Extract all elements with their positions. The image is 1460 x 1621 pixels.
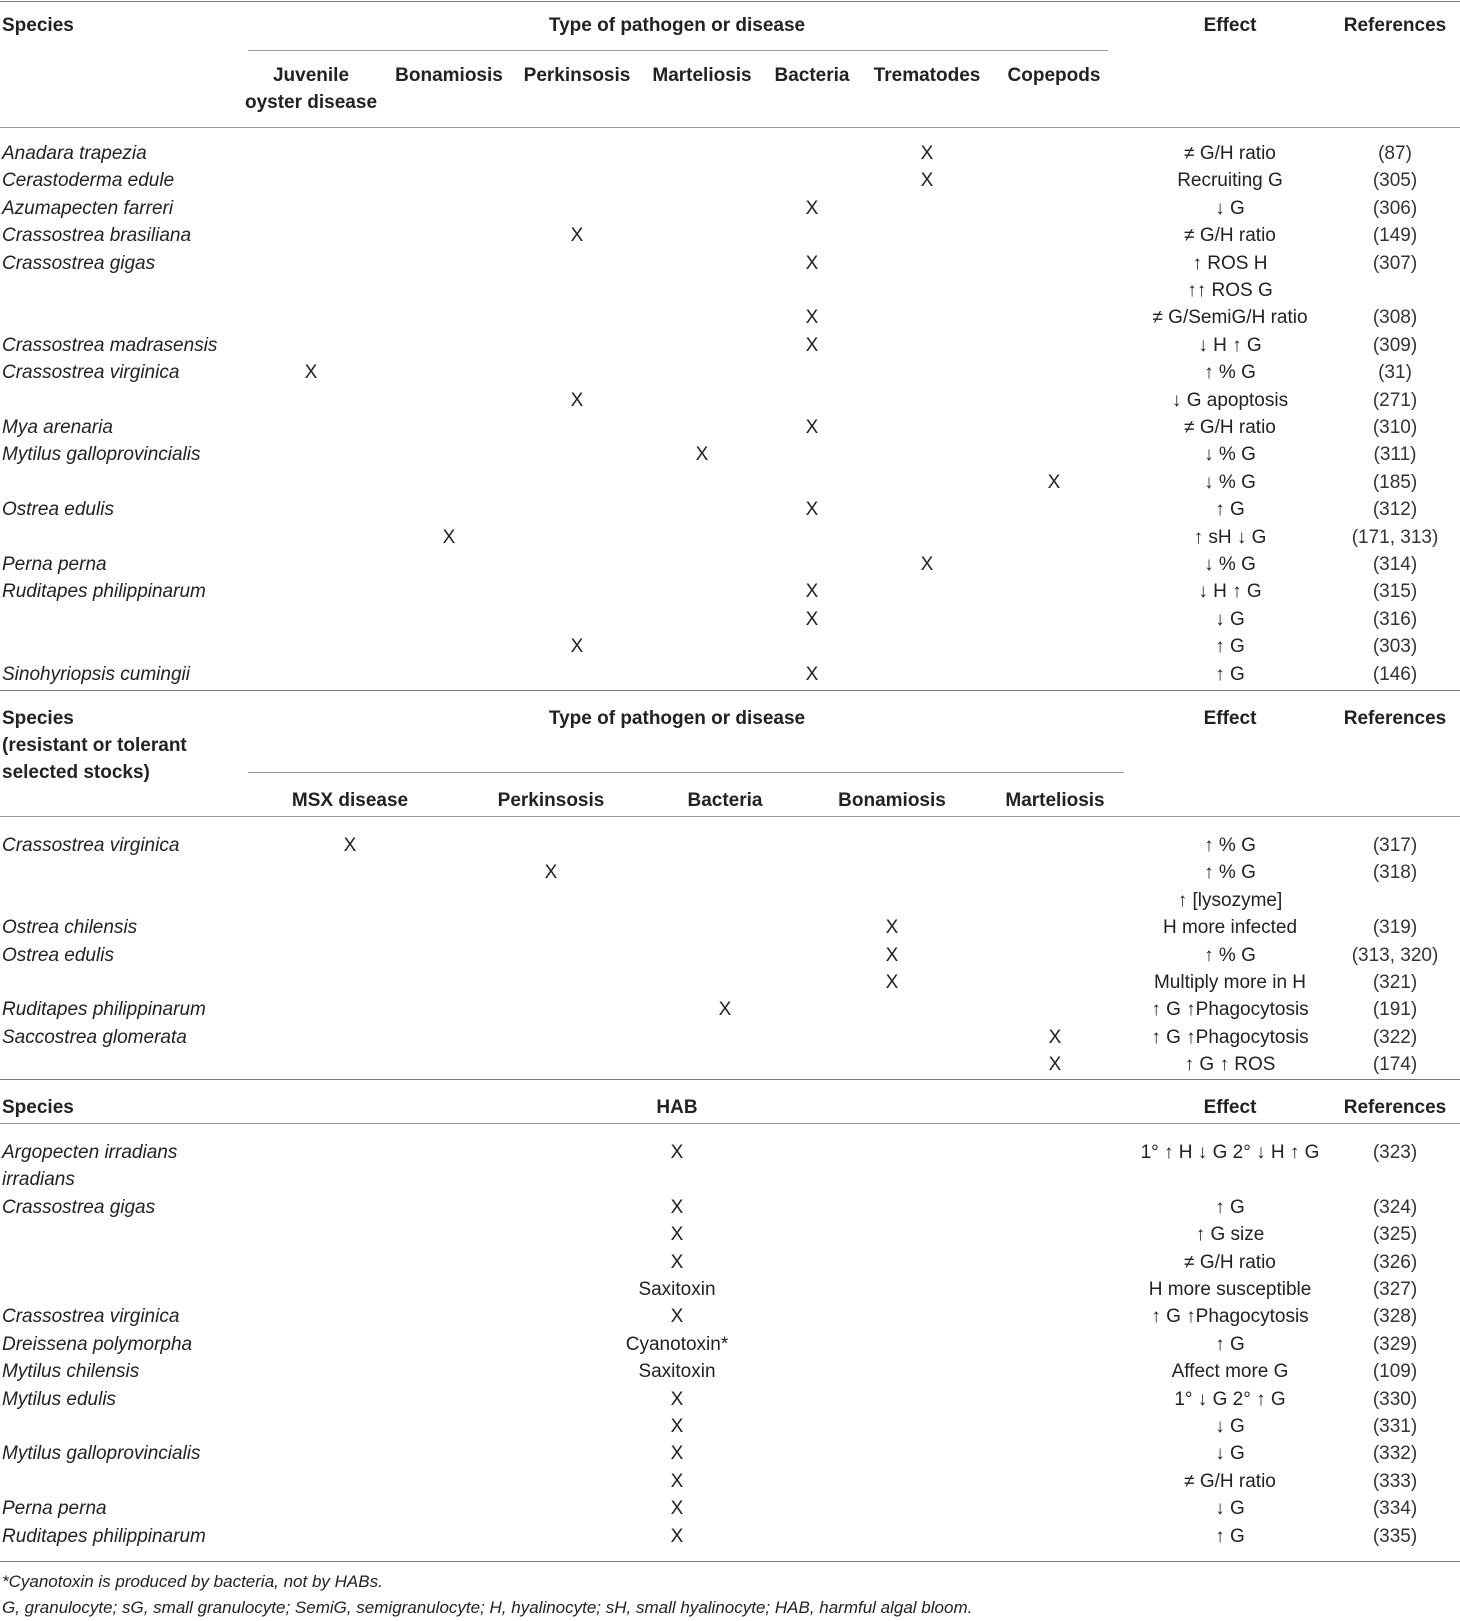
mark: X	[1048, 1054, 1062, 1076]
header-effect: Effect	[1203, 708, 1257, 729]
effect: ↑ % G	[1204, 862, 1256, 884]
effect: ↑ % G	[1204, 835, 1256, 856]
reference: (322)	[1372, 1026, 1418, 1048]
hab-value: Cyanotoxin*	[625, 1333, 729, 1355]
mark: X	[805, 197, 819, 219]
species-name: Crassostrea virginica	[2, 1306, 180, 1328]
reference: (31)	[1378, 362, 1412, 384]
reference: (333)	[1372, 1470, 1418, 1492]
reference: (334)	[1372, 1498, 1418, 1520]
reference: (308)	[1372, 307, 1418, 329]
effect: ↓ G	[1215, 1498, 1245, 1520]
header-type: Type of pathogen or disease	[548, 708, 806, 729]
effect: ↑ ROS H	[1192, 252, 1268, 274]
header-rule	[0, 127, 1460, 128]
effect: H more infected	[1162, 917, 1298, 939]
effect: H more susceptible	[1148, 1279, 1312, 1300]
species-name: irradians	[2, 1169, 75, 1191]
header-species: selected stocks)	[2, 762, 150, 783]
species-name: Crassostrea virginica	[2, 362, 180, 384]
mark: X	[920, 143, 934, 164]
effect: ↓ G apoptosis	[1171, 389, 1289, 411]
mark: X	[570, 389, 584, 411]
effect: ↓ % G	[1204, 444, 1256, 466]
effect: ↓ H ↑ G	[1198, 334, 1262, 356]
reference: (329)	[1372, 1333, 1418, 1355]
subheader-rule	[248, 772, 1124, 773]
species-name: Azumapecten farreri	[2, 197, 174, 219]
species-name: Saccostrea glomerata	[2, 1026, 187, 1048]
effect: ↑↑ ROS G	[1187, 280, 1273, 301]
mark: X	[1048, 1026, 1062, 1048]
mark: X	[805, 252, 819, 274]
reference: (87)	[1378, 143, 1412, 164]
hab-value: X	[670, 1142, 684, 1163]
reference: (326)	[1372, 1251, 1418, 1273]
footnote: *Cyanotoxin is produced by bacteria, not by HABs.	[2, 1572, 383, 1591]
effect: ≠ G/H ratio	[1184, 417, 1276, 438]
species-name: Crassostrea virginica	[2, 835, 180, 856]
subheader-rule	[248, 50, 1108, 51]
mark: X	[805, 608, 819, 630]
effect: ↑ % G	[1204, 944, 1256, 966]
column-header: Bacteria	[774, 65, 850, 86]
column-header: MSX disease	[291, 790, 409, 811]
species-name: Mytilus chilensis	[2, 1361, 140, 1383]
effect: Multiply more in H	[1153, 972, 1307, 993]
reference: (331)	[1372, 1416, 1418, 1437]
effect: ↑ G size	[1195, 1224, 1265, 1246]
bottom-rule	[0, 1561, 1460, 1562]
hab-value: X	[670, 1388, 684, 1410]
effect: ↓ G	[1215, 197, 1245, 219]
mark: X	[544, 862, 558, 884]
hab-value: X	[670, 1470, 684, 1492]
reference: (303)	[1372, 636, 1418, 658]
reference: (311)	[1373, 444, 1417, 466]
column-header: Bonamiosis	[838, 790, 946, 811]
column-header: Perkinsosis	[523, 65, 631, 86]
column-header: Bacteria	[687, 790, 763, 811]
hab-value: X	[670, 1498, 684, 1520]
species-name: Ostrea edulis	[2, 944, 114, 966]
reference: (306)	[1372, 197, 1418, 219]
mark: X	[695, 444, 709, 466]
header-species: Species	[2, 708, 74, 729]
header-references: References	[1343, 1097, 1447, 1118]
reference: (149)	[1372, 225, 1418, 247]
mark: X	[442, 526, 456, 548]
species-name: Mytilus galloprovincialis	[2, 444, 201, 466]
reference: (305)	[1372, 170, 1418, 192]
top-rule	[0, 1, 1460, 2]
effect: ↓ H ↑ G	[1198, 581, 1262, 603]
hab-value: Saxitoxin	[638, 1361, 716, 1383]
mark: X	[805, 663, 819, 685]
header-species: Species	[2, 1097, 74, 1118]
column-header: Juvenile	[272, 65, 350, 86]
reference: (335)	[1372, 1525, 1418, 1547]
column-header: Perkinsosis	[497, 790, 605, 811]
reference: (317)	[1372, 835, 1418, 856]
reference: (319)	[1372, 917, 1418, 939]
mark: X	[805, 417, 819, 438]
header-references: References	[1343, 708, 1447, 729]
section-rule	[0, 690, 1460, 691]
header-references: References	[1343, 15, 1447, 36]
reference: (321)	[1372, 972, 1418, 993]
species-name: Crassostrea madrasensis	[2, 334, 218, 356]
hab-value: X	[670, 1525, 684, 1547]
mark: X	[920, 554, 934, 575]
mark: X	[885, 972, 899, 993]
hab-value: X	[670, 1251, 684, 1273]
mark: X	[805, 307, 819, 329]
mark: X	[304, 362, 318, 384]
header-species: Species	[2, 15, 74, 36]
species-name: Cerastoderma edule	[2, 170, 175, 192]
species-name: Argopecten irradians	[2, 1142, 178, 1163]
column-header: Copepods	[1007, 65, 1101, 86]
species-name: Perna perna	[2, 1498, 107, 1520]
mark: X	[1047, 471, 1061, 493]
species-name: Crassostrea brasiliana	[2, 225, 192, 247]
header-hab: HAB	[656, 1097, 698, 1118]
effect: ↑ % G	[1204, 362, 1256, 384]
column-header: Trematodes	[873, 65, 981, 86]
species-name: Crassostrea gigas	[2, 252, 156, 274]
effect: ↓ G	[1215, 1443, 1245, 1465]
species-name: Ostrea edulis	[2, 499, 114, 521]
effect: ↓ G	[1215, 608, 1245, 630]
species-name: Perna perna	[2, 554, 107, 575]
effect: ≠ G/H ratio	[1184, 225, 1276, 247]
reference: (318)	[1372, 862, 1418, 884]
effect: ↑ G ↑Phagocytosis	[1151, 1306, 1309, 1328]
reference: (323)	[1372, 1142, 1418, 1163]
reference: (312)	[1372, 499, 1418, 521]
header-effect: Effect	[1203, 15, 1257, 36]
effect: ↑ sH ↓ G	[1193, 526, 1267, 548]
species-name: Ruditapes philippinarum	[2, 581, 206, 603]
species-name: Crassostrea gigas	[2, 1196, 156, 1218]
species-name: Mytilus galloprovincialis	[2, 1443, 201, 1465]
reference: (191)	[1372, 999, 1418, 1021]
effect: ≠ G/H ratio	[1184, 143, 1276, 164]
section-rule	[0, 1079, 1460, 1080]
effect: ↑ G ↑ ROS	[1184, 1054, 1276, 1076]
effect: ↑ G	[1215, 499, 1245, 521]
reference: (146)	[1372, 663, 1418, 685]
reference: (327)	[1372, 1279, 1418, 1300]
mark: X	[805, 334, 819, 356]
header-species: (resistant or tolerant	[2, 735, 187, 756]
effect: ↑ G	[1215, 636, 1245, 658]
effect: ↑ G	[1215, 1525, 1245, 1547]
column-header: Marteliosis	[1005, 790, 1105, 811]
reference: (185)	[1372, 471, 1418, 493]
mark: X	[920, 170, 934, 192]
mark: X	[570, 636, 584, 658]
effect: ↑ G ↑Phagocytosis	[1151, 999, 1309, 1021]
reference: (309)	[1372, 334, 1418, 356]
header-rule	[0, 1123, 1460, 1124]
mark: X	[718, 999, 732, 1021]
effect: Recruiting G	[1177, 170, 1283, 192]
effect: ↓ % G	[1204, 471, 1256, 493]
hab-value: X	[670, 1196, 684, 1218]
effect: ↑ G	[1215, 1196, 1245, 1218]
effect: ≠ G/H ratio	[1184, 1251, 1276, 1273]
species-name: Ruditapes philippinarum	[2, 1525, 206, 1547]
species-name: Ostrea chilensis	[2, 917, 138, 939]
reference: (325)	[1372, 1224, 1418, 1246]
reference: (109)	[1372, 1361, 1418, 1383]
reference: (310)	[1372, 417, 1418, 438]
species-name: Sinohyriopsis cumingii	[2, 663, 190, 685]
column-header: oyster disease	[244, 92, 378, 113]
species-name: Ruditapes philippinarum	[2, 999, 206, 1021]
species-name: Mytilus edulis	[2, 1388, 117, 1410]
species-name: Dreissena polymorpha	[2, 1333, 193, 1355]
effect: ↑ G ↑Phagocytosis	[1151, 1026, 1309, 1048]
effect: ↑ [lysozyme]	[1177, 889, 1283, 911]
header-type: Type of pathogen or disease	[548, 15, 806, 36]
reference: (174)	[1372, 1054, 1418, 1076]
reference: (332)	[1372, 1443, 1418, 1465]
mark: X	[885, 944, 899, 966]
mark: X	[570, 225, 584, 247]
reference: (328)	[1372, 1306, 1418, 1328]
reference: (314)	[1372, 554, 1418, 575]
effect: ↑ G	[1215, 663, 1245, 685]
reference: (307)	[1372, 252, 1418, 274]
hab-value: X	[670, 1416, 684, 1437]
mark: X	[885, 917, 899, 939]
header-effect: Effect	[1203, 1097, 1257, 1118]
reference: (313, 320)	[1351, 944, 1439, 966]
hab-value: X	[670, 1443, 684, 1465]
mark: X	[805, 499, 819, 521]
footnote: G, granulocyte; sG, small granulocyte; SemiG, semigranulocyte; H, hyalinocyte; sH, small hyalinocyte; HAB, harmful algal bloom.	[2, 1598, 973, 1617]
effect: ≠ G/H ratio	[1184, 1470, 1276, 1492]
effect: 1° ↓ G 2° ↑ G	[1174, 1388, 1286, 1410]
species-name: Mya arenaria	[2, 417, 113, 438]
reference: (171, 313)	[1351, 526, 1439, 548]
reference: (271)	[1372, 389, 1418, 411]
mark: X	[805, 581, 819, 603]
column-header: Bonamiosis	[395, 65, 503, 86]
reference: (316)	[1372, 608, 1418, 630]
effect: 1° ↑ H ↓ G 2° ↓ H ↑ G	[1140, 1142, 1320, 1163]
hab-value: X	[670, 1224, 684, 1246]
header-rule	[0, 816, 1460, 817]
effect: Affect more G	[1171, 1361, 1289, 1383]
species-name: Anadara trapezia	[2, 143, 147, 164]
reference: (315)	[1372, 581, 1418, 603]
mark: X	[343, 835, 357, 856]
reference: (324)	[1372, 1196, 1418, 1218]
effect: ↑ G	[1215, 1333, 1245, 1355]
effect: ≠ G/SemiG/H ratio	[1152, 307, 1308, 329]
effect: ↓ G	[1215, 1416, 1245, 1437]
effect: ↓ % G	[1204, 554, 1256, 575]
reference: (330)	[1372, 1388, 1418, 1410]
column-header: Marteliosis	[652, 65, 752, 86]
hab-value: X	[670, 1306, 684, 1328]
hab-value: Saxitoxin	[638, 1279, 716, 1300]
